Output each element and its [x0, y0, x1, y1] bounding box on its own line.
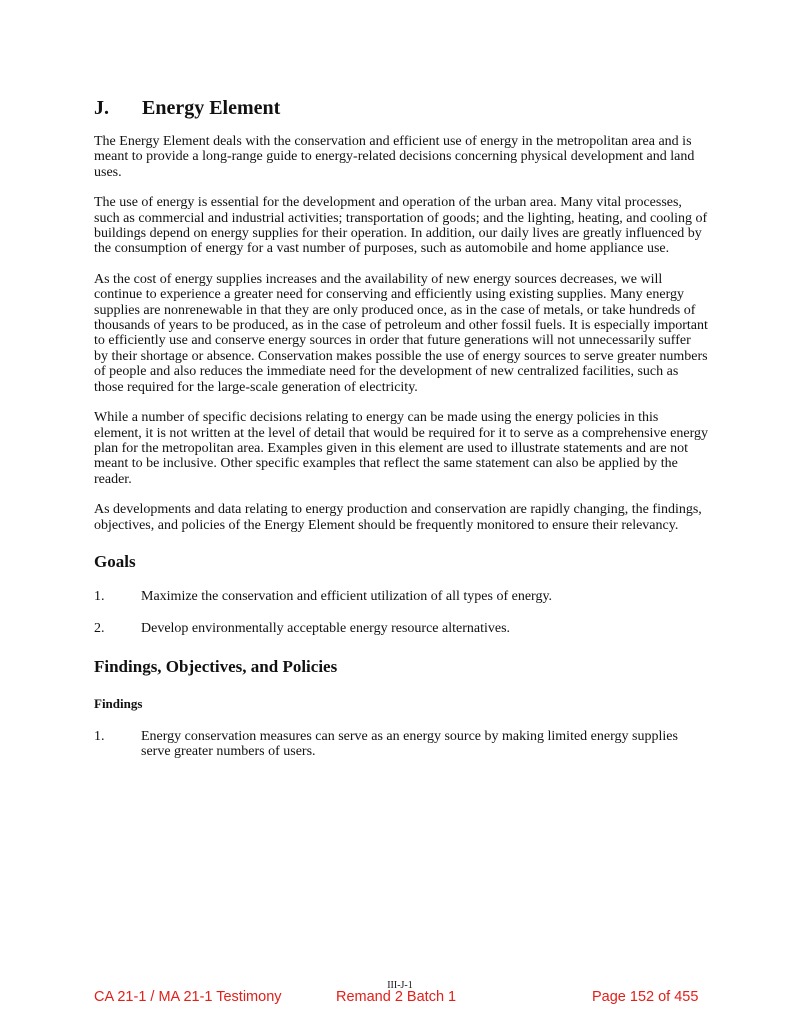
- goal-text: Maximize the conservation and efficient utilization of all types of energy.: [141, 588, 553, 604]
- findings-heading: Findings: [94, 695, 143, 711]
- page-number: III-J-1: [387, 980, 413, 991]
- intro-paragraph: As the cost of energy supplies increases and the availability of new energy sources decreases, we will continue to experience a greater need for conserving and efficiently using existing supplies. Many energy supplies are nonrenewable in that they are only produced once, as in the case of metals, or take hundreds of thousands of years to be produced, as in the case of petroleum and other fossil fuels. It is especially important to efficiently use and conserve energy sources in order that future generations will not unnecessarily suffer by their shortage or absence. Conservation makes possible the use of energy sources to serve greater numbers of people and also reduces the immediate need for the development of new centralized facilities, such as those required for the large-scale generation of electricity.: [94, 271, 708, 395]
- goal-item: [94, 589, 708, 604]
- intro-paragraph: While a number of specific decisions relating to energy can be made using the energy policies in this element, it is not written at the level of detail that would be required for it to serve as a comprehensive energy plan for the metropolitan area. Examples given in this element are used to illustrate statements and are not meant to be inclusive. Other specific examples that reflect the same statement can also be applied by the reader.: [94, 410, 708, 487]
- batch-stamp: Remand 2 Batch 1: [336, 989, 457, 1005]
- goal-item: [94, 621, 708, 636]
- intro-paragraph: The Energy Element deals with the conservation and efficient use of energy in the metropolitan area and is meant to provide a long-range guide to energy-related decisions concerning physical development and land uses.: [94, 134, 695, 180]
- page-content: [94, 96, 708, 760]
- section-title-text: Energy Element: [142, 97, 281, 119]
- page-count-stamp: Page 152 of 455: [592, 989, 699, 1005]
- section-letter: J.: [94, 97, 109, 119]
- finding-text: Energy conservation measures can serve as an energy source by making limited energy supplies serve greater numbers of users.: [141, 728, 678, 760]
- findings-objectives-policies-heading: Findings, Objectives, and Policies: [94, 656, 338, 676]
- finding-number: 1.: [94, 728, 105, 744]
- goal-number: 2.: [94, 621, 105, 637]
- intro-paragraph: As developments and data relating to energy production and conservation are rapidly changing, the findings, objectives, and policies of the Energy Element should be frequently monitored to ensure their relevancy.: [94, 502, 702, 533]
- testimony-stamp: CA 21-1 / MA 21-1 Testimony: [94, 989, 282, 1005]
- section-title: [94, 96, 708, 120]
- goal-number: 1.: [94, 588, 105, 604]
- intro-paragraph: The use of energy is essential for the development and operation of the urban area. Many vital processes, such as commercial and industrial activities; transportation of goods; and the lighting, heating, and cooling of buildings depend on energy supplies for their operation. In addition, our daily lives are greatly influenced by the consumption of energy for a vast number of purposes, such as automobile and home appliance use.: [94, 195, 708, 257]
- goal-text: Develop environmentally acceptable energy resource alternatives.: [141, 621, 511, 637]
- finding-item: [94, 729, 708, 760]
- goals-heading: Goals: [94, 551, 136, 571]
